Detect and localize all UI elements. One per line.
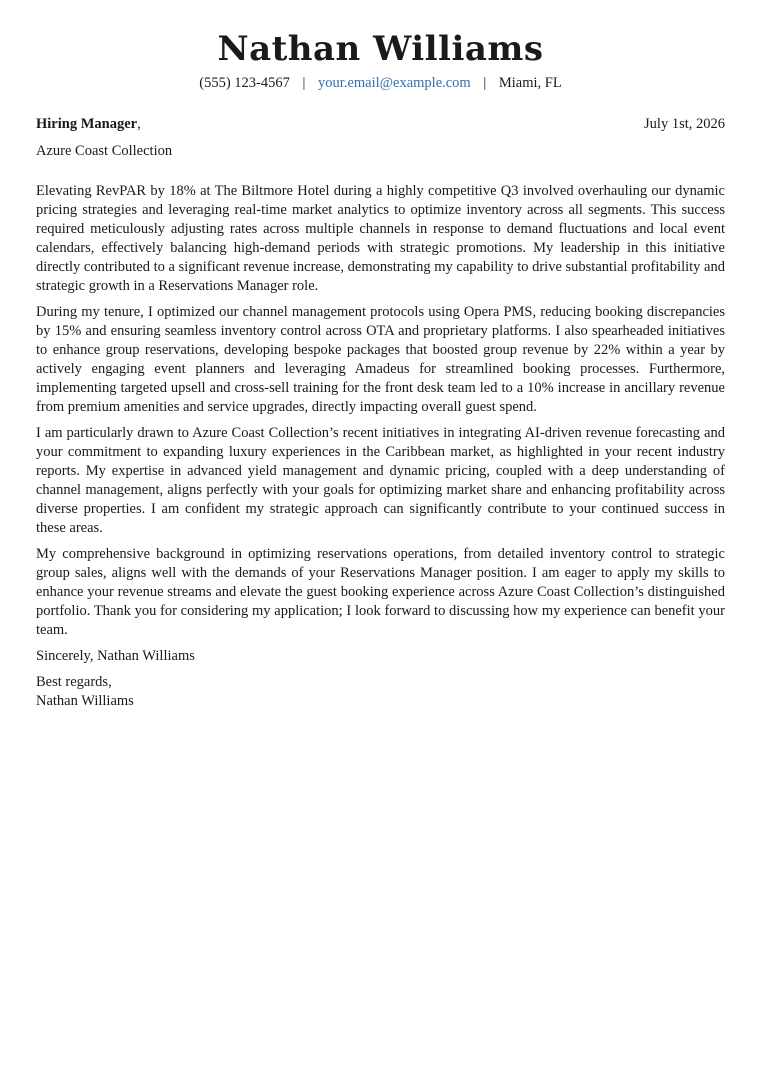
sincerely-line: Sincerely, Nathan Williams	[36, 648, 195, 664]
recipient-date-row	[36, 115, 725, 133]
body-paragraph: Elevating RevPAR by 18% at The Biltmore Hotel during a highly competitive Q3 involved overhauling our dynamic pricing strategies and leveraging real-time market analytics to optimize inventory across all segments. This success required meticulously adjusting rates across multiple channels in response to demand fluctuations and local event calendars, effectively balancing high-demand periods with strategic promotions. My leadership in this initiative directly contributed to a significant revenue increase, demonstrating my capability to drive substantial profitability and strategic growth in a Reservations Manager role.	[36, 183, 725, 294]
contact-separator: |	[302, 75, 306, 91]
body-paragraph: My comprehensive background in optimizing reservations operations, from detailed inventory control to strategic group sales, aligns well with the demands of your Reservations Manager position. I am eager to apply my skills to enhance your revenue streams and elevate the guest booking experience across Azure Coast Collection’s distinguished portfolio. Thank you for considering my application; I look forward to discussing how my experience can benefit your team.	[36, 546, 725, 638]
letter-closing	[36, 647, 725, 711]
cover-letter-page	[36, 28, 725, 711]
company-name: Azure Coast Collection	[36, 143, 173, 159]
body-paragraph: During my tenure, I optimized our channel management protocols using Opera PMS, reducing booking discrepancies by 15% and ensuring seamless inventory control across OTA and proprietary platforms. I also spearheaded initiatives to enhance group reservations, developing bespoke packages that boosted group revenue by 22% within a year by actively engaging event planners and leveraging Amadeus for streamlined booking processes. Furthermore, implementing targeted upsell and cross-sell training for the front desk team led to a 10% increase in ancillary revenue from premium amenities and service upgrades, directly impacting overall guest spend.	[36, 304, 725, 415]
recipient-comma: ,	[137, 116, 141, 132]
contact-line	[36, 74, 725, 92]
regards-line: Best regards,	[36, 674, 112, 690]
signature-name: Nathan Williams	[36, 693, 134, 709]
recipient-name: Hiring Manager	[36, 116, 138, 132]
contact-separator: |	[483, 75, 487, 91]
email-link[interactable]: your.email@example.com	[318, 75, 471, 91]
recipient-line	[36, 115, 141, 133]
location: Miami, FL	[498, 75, 562, 91]
letter-body	[36, 182, 725, 640]
applicant-name: Nathan Williams	[217, 29, 544, 69]
letter-date: July 1st, 2026	[644, 116, 725, 132]
phone-number: (555) 123-4567	[199, 75, 290, 91]
body-paragraph: I am particularly drawn to Azure Coast Collection’s recent initiatives in integrating AI-driven revenue forecasting and your commitment to expanding luxury experiences in the Caribbean market, as highlighted in your recent industry reports. My expertise in advanced yield management and dynamic pricing, coupled with a deep understanding of channel management, aligns perfectly with your goals for optimizing market share and enhancing profitability across diverse properties. I am confident my strategic approach can significantly contribute to your continued success in these areas.	[36, 425, 725, 536]
